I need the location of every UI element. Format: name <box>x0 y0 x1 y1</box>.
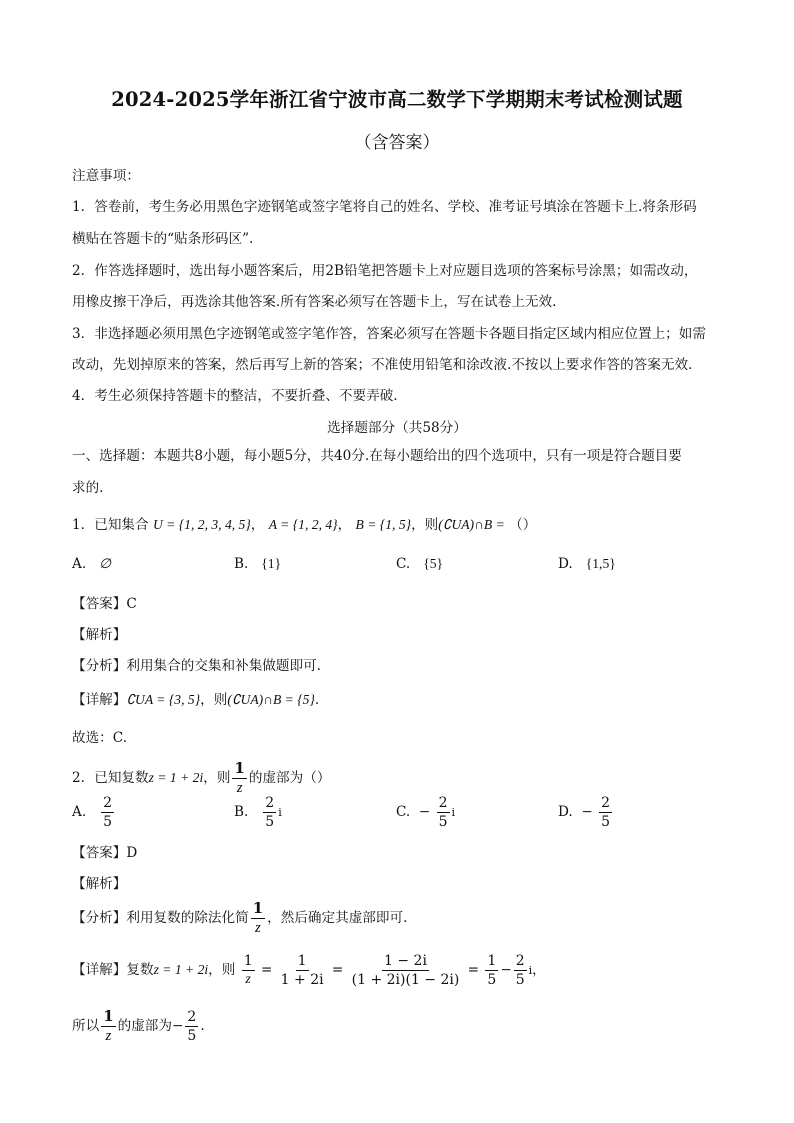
option-c: C. − $\frac{2}{5}$ i <box>396 795 456 830</box>
notice-heading: 注意事项： <box>72 168 140 184</box>
set-b: B = {1, 5} <box>355 517 412 532</box>
answer-blank: （） <box>509 517 537 533</box>
fraction: $\frac{1}{z}$ <box>234 759 245 796</box>
notice-line: 4．考生必须保持答题卡的整洁，不要折叠、不要弄破. <box>72 388 398 404</box>
fenxi-text: 【分析】利用集合的交集和补集做题即可. <box>72 658 322 674</box>
option-d: D. − $\frac{2}{5}$ <box>558 795 611 830</box>
separator: ， <box>250 517 265 533</box>
set-a: A = {1, 2, 4} <box>268 517 338 532</box>
option-a: A. $\frac{2}{5}$ <box>72 795 113 830</box>
section-title: 选择题部分（共58分） <box>327 420 467 436</box>
analysis-label: 【解析】 <box>72 627 127 643</box>
option-b: B. $\frac{2}{5}$ i <box>234 795 282 830</box>
option-a: A. ∅ <box>72 556 111 572</box>
conclusion-text: 所以 $\frac{1}{z}$ 的虚部为− $\frac{2}{5}$ . <box>72 1007 205 1044</box>
option-b: B. {1} <box>234 556 282 572</box>
page-title: 2024-2025学年浙江省宁波市高二数学下学期期末考试检测试题 <box>111 88 683 111</box>
notice-line: 3．非选择题必须用黑色字迹钢笔或签字笔作答，答案必须写在答题卡各题目指定区域内相应位置上；如需 <box>72 326 706 342</box>
question-prefix: 1．已知集合 <box>72 517 149 533</box>
notice-line: 改动，先划掉原来的答案，然后再写上新的答案；不准使用铅笔和涂改液.不按以上要求作答的答案无效. <box>72 357 693 373</box>
answer-label: 【答案】D <box>72 845 138 861</box>
notice-line: 1．答卷前，考生务必用黑色字迹钢笔或签字笔将自己的姓名、学校、准考证号填涂在答题卡上.将条形码 <box>72 199 697 215</box>
page-subtitle: （含答案） <box>354 133 440 153</box>
question-1-stem <box>72 515 536 535</box>
then-text: ，则 <box>411 517 439 533</box>
answer-label: 【答案】C <box>72 596 137 612</box>
notice-line: 用橡皮擦干净后，再选涂其他答案.所有答案必须写在答题卡上，写在试卷上无效. <box>72 294 557 310</box>
analysis-label: 【解析】 <box>72 876 127 892</box>
set-u: U = {1, 2, 3, 4, 5} <box>152 517 251 532</box>
option-c: C. {5} <box>396 556 444 572</box>
option-d: D. {1,5} <box>558 556 616 572</box>
notice-line: 横贴在答题卡的“贴条形码区”. <box>72 231 254 247</box>
conclusion-text: 故选：C. <box>72 730 128 746</box>
fenxi-text: 【分析】利用复数的除法化简 $\frac{1}{z}$ ，然后确定其虚部即可. <box>72 899 408 936</box>
section-intro: 求的. <box>72 480 104 496</box>
separator: ， <box>337 517 352 533</box>
question-2-stem: 2．已知复数z = 1 + 2i，则 $\frac{1}{z}$ 的虚部为（） <box>72 759 331 796</box>
section-intro: 一、选择题：本题共8小题，每小题5分，共40分.在每小题给出的四个选项中，只有一项是符合题目要 <box>72 448 682 464</box>
notice-line: 2．作答选择题时，选出每小题答案后，用2B铅笔把答题卡上对应题目选项的答案标号涂黑；如需改动， <box>72 263 698 279</box>
set-expression: (∁UA)∩B = <box>438 517 505 532</box>
detail-text: 【详解】∁UA = {3, 5}，则(∁UA)∩B = {5}. <box>72 692 320 708</box>
detail-equation: 【详解】复数z = 1 + 2i，则 $\frac{1}{z}$ = $\frac{1}{1 + 2i}$ = $\frac{1 - 2i}{(1 + 2i)(1 - 2i)}$ = $\frac{1}{5}$ − $\frac{2}{5}$ i， <box>72 953 546 988</box>
